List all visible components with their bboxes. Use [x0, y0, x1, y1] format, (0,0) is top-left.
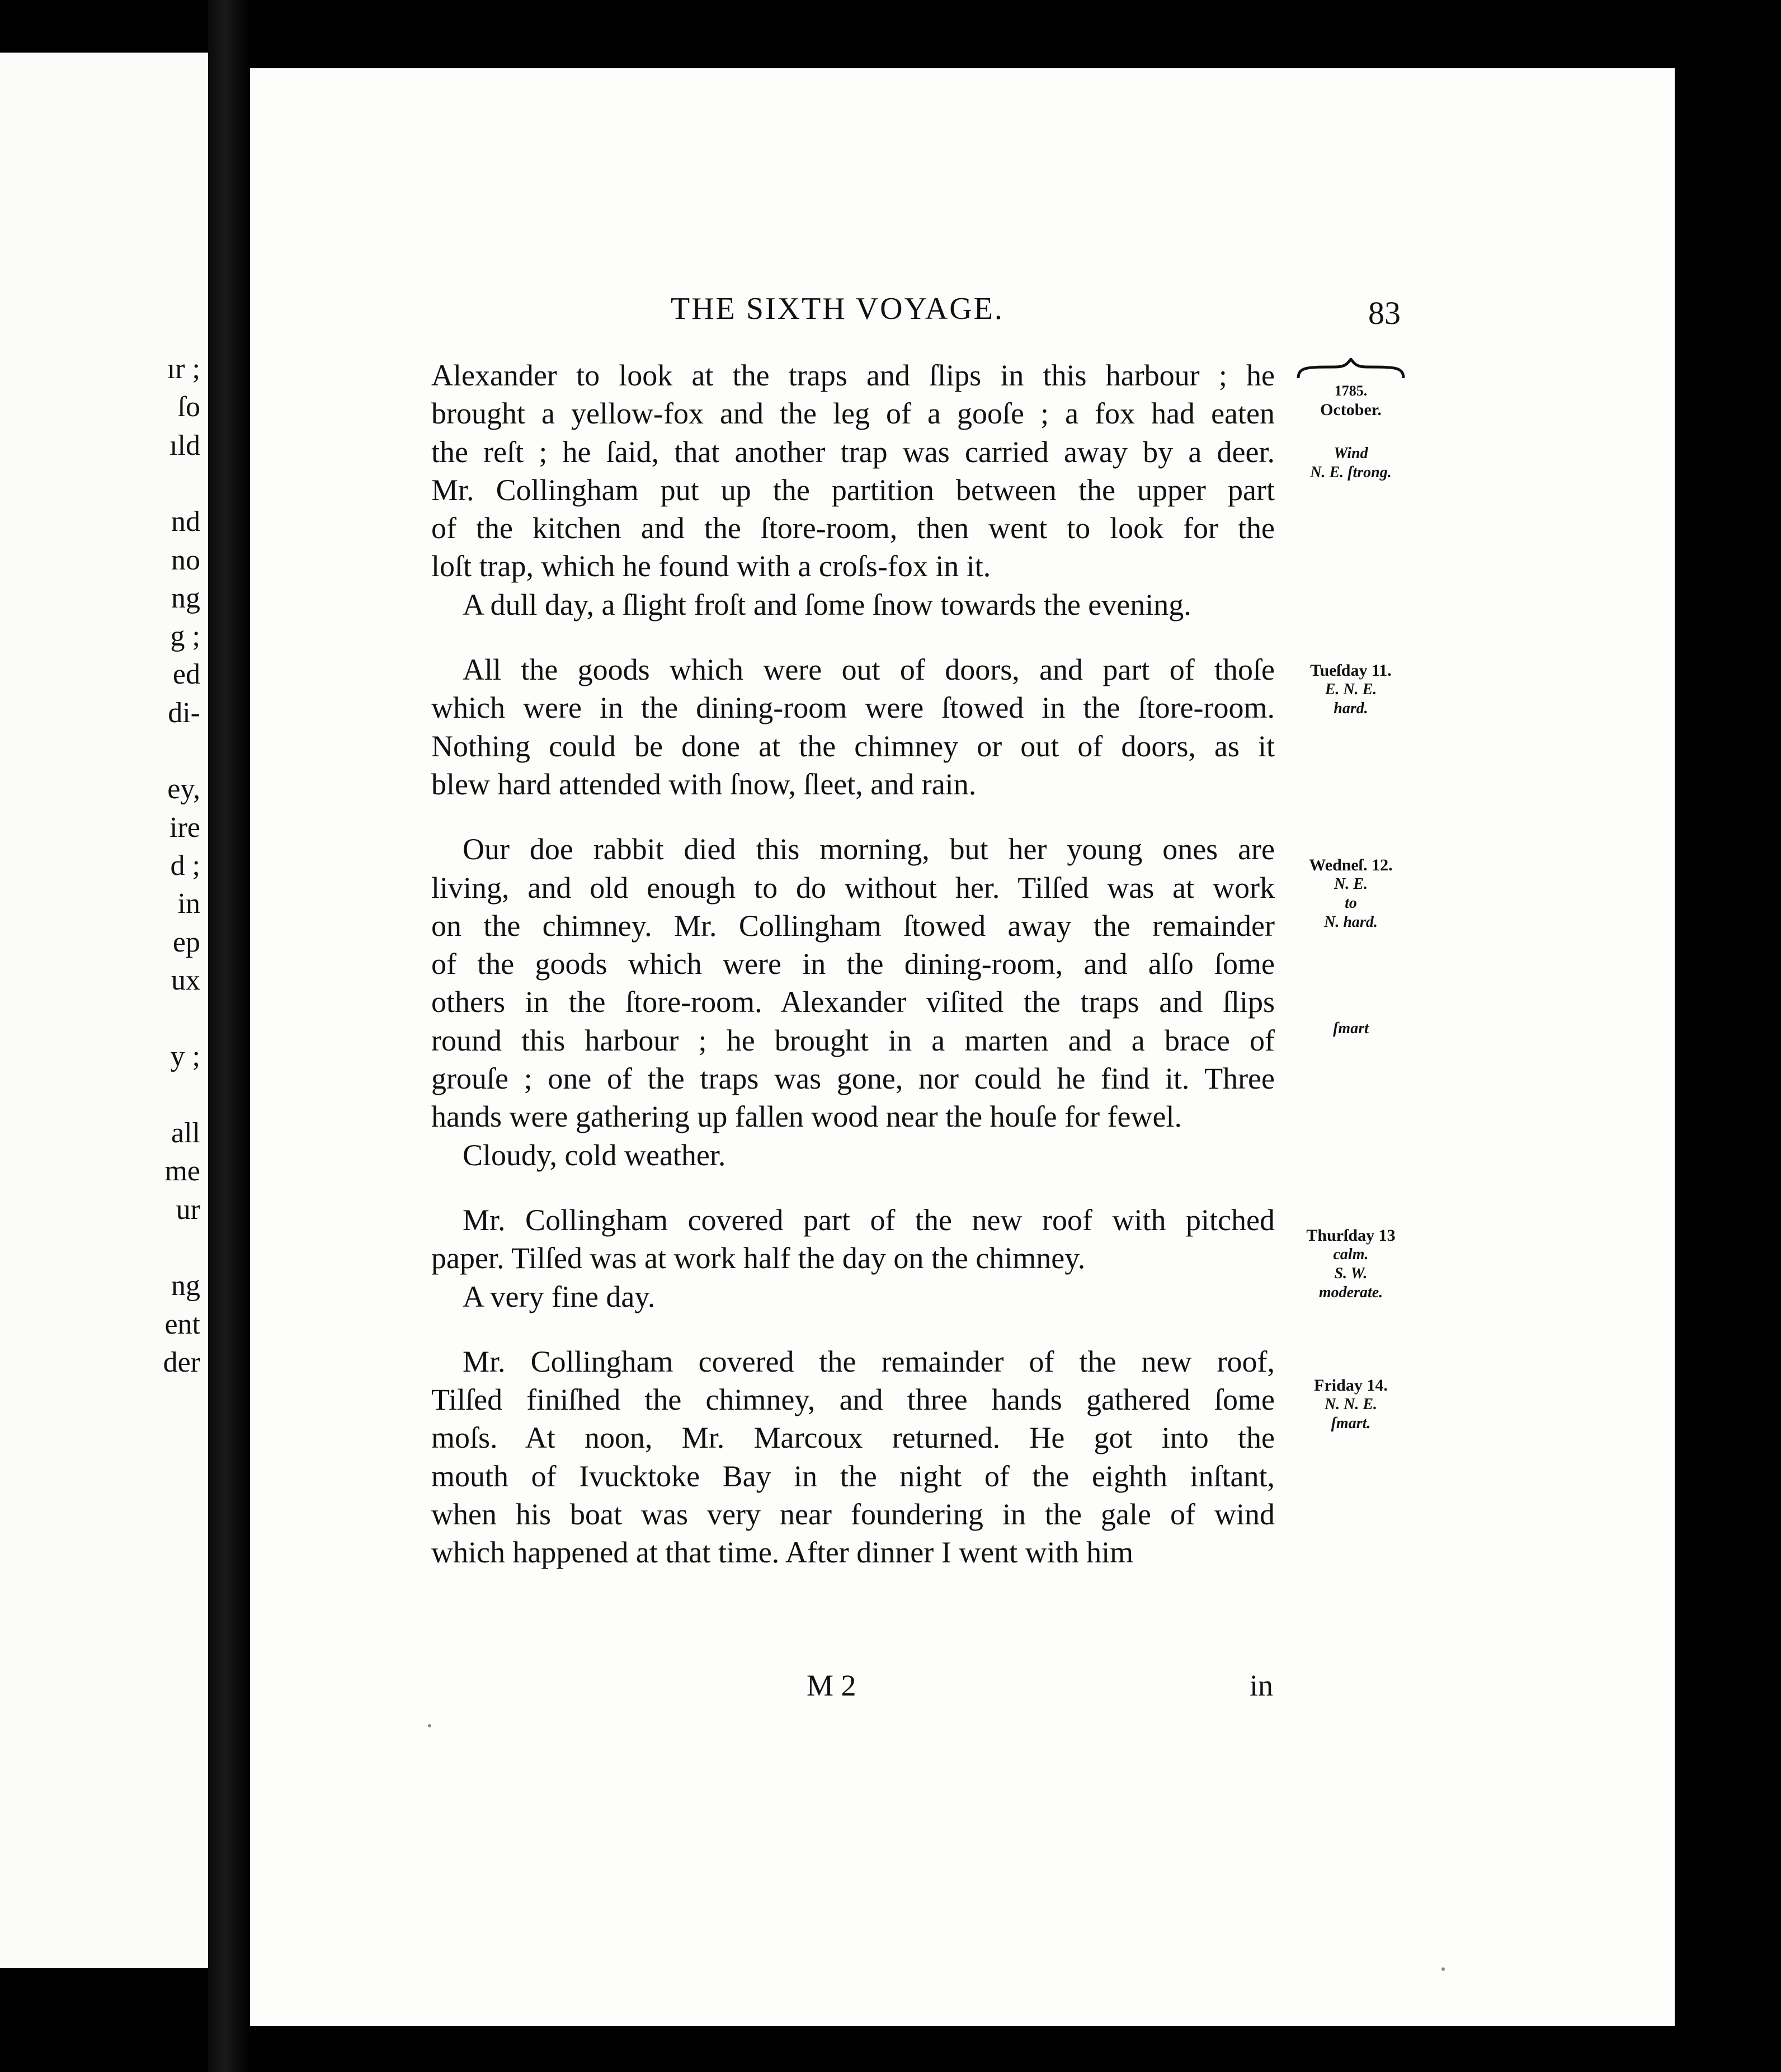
previous-page-line-ending: ey, [167, 773, 200, 806]
paragraph [431, 586, 1275, 624]
paper-speck [1441, 1967, 1445, 1971]
text-line: All the goods which were out of doors, and part of thoſe [463, 653, 1275, 687]
margin-note-date [1284, 382, 1418, 420]
text-line: of the goods which were in the dining-room, and alſo ſome [431, 947, 1275, 981]
margin-note-day-14 [1284, 1376, 1418, 1433]
margin-wind-11a: E. N. E. [1325, 681, 1377, 698]
previous-page-line-ending: ent [164, 1308, 200, 1340]
previous-page-line-ending: no [171, 544, 200, 576]
margin-wind-label: Wind [1334, 445, 1368, 462]
running-head [250, 291, 1675, 336]
text-line: brought a yellow-fox and the leg of a gooſe ; a fox had eaten [431, 397, 1275, 431]
text-line: when his boat was very near foundering in the gale of wind [431, 1498, 1275, 1532]
running-title: THE SIXTH VOYAGE. [671, 291, 1004, 326]
text-line: of the kitchen and the ſtore-room, then went to look for the [431, 511, 1275, 545]
margin-day-12: Wedneſ. 12. [1309, 856, 1393, 874]
text-line: Nothing could be done at the chimney or out of doors, as it [431, 729, 1275, 763]
text-line: mouth of Ivucktoke Bay in the night of the eighth inſtant, [431, 1459, 1275, 1493]
margin-wind-11b: hard. [1334, 700, 1368, 717]
text-line: the reſt ; he ſaid, that another trap was carried away by a deer. [431, 435, 1275, 469]
previous-page-line-ending: in [177, 888, 200, 920]
previous-page-line-ending: g ; [170, 620, 200, 653]
previous-page-line-ending: all [171, 1117, 200, 1149]
paragraph [431, 830, 1275, 1136]
margin-wind-12b: to [1345, 894, 1357, 912]
paper-speck [428, 1724, 431, 1727]
text-line: loſt trap, which he found with a croſs-fox in it. [431, 549, 991, 583]
margin-brace [1296, 358, 1406, 380]
margin-wind-10: N. E. ſtrong. [1310, 464, 1392, 481]
previous-page-line-ending: ır ; [167, 353, 200, 385]
margin-wind-12d: ſmart [1333, 1020, 1369, 1037]
margin-wind-13c: moderate. [1318, 1284, 1383, 1301]
margin-day-11: Tueſday 11. [1310, 661, 1392, 680]
previous-page-line-ending: y ; [170, 1040, 200, 1073]
previous-page-line-ending: d ; [170, 849, 200, 882]
previous-page-line-ending: di- [168, 696, 200, 729]
text-line: Alexander to look at the traps and ſlips in this harbour ; he [431, 359, 1275, 392]
margin-note-day-12 [1284, 856, 1418, 932]
paragraph [431, 1201, 1275, 1278]
text-line: which happened at that time. After dinner I went with him [431, 1536, 1134, 1570]
page-number: 83 [1368, 295, 1401, 331]
text-line: hands were gathering up fallen wood near the houſe for fewel. [431, 1100, 1182, 1134]
text-line: blew hard attended with ſnow, ſleet, and rain. [431, 767, 977, 801]
text-line: others in the ſtore-room. Alexander viſited the traps and ſlips [431, 985, 1275, 1019]
paragraph [431, 356, 1275, 586]
paragraph [431, 1136, 1275, 1174]
previous-page-line-ending: ng [171, 1270, 200, 1302]
paragraph [431, 1343, 1275, 1572]
previous-page-line-ending: ep [172, 926, 200, 958]
text-line: moſs. At noon, Mr. Marcoux returned. He got into the [431, 1421, 1275, 1455]
previous-page-line-ending: ur [176, 1193, 200, 1226]
text-line: living, and old enough to do without her. Tilſed was at work [431, 870, 1275, 905]
paragraph [431, 651, 1275, 803]
margin-day-13: Thurſday 13 [1306, 1226, 1396, 1245]
text-line: which were in the dining-room were ſtowed in the ſtore-room. [431, 691, 1275, 725]
text-line: grouſe ; one of the traps was gone, nor could he find it. Three [431, 1062, 1275, 1096]
previous-page-line-ending: der [163, 1346, 200, 1378]
text-line: A dull day, a ſlight froſt and ſome ſnow towards the evening. [463, 587, 1191, 621]
previous-page-line-ending: ire [169, 811, 200, 844]
previous-page-line-ending: ed [172, 658, 200, 691]
margin-wind-13b: S. W. [1334, 1265, 1368, 1282]
text-line: Cloudy, cold weather. [463, 1138, 726, 1172]
margin-year: 1785. [1334, 383, 1368, 399]
text-line: A very fine day. [463, 1279, 656, 1313]
previous-page-line-ending: ıld [169, 429, 200, 462]
margin-note-day-13 [1284, 1226, 1418, 1302]
previous-page-line-ending: ux [171, 964, 200, 996]
signature-mark: M 2 [807, 1669, 856, 1702]
text-line: on the chimney. Mr. Collingham ſtowed away the remainder [431, 908, 1275, 943]
text-line: round this harbour ; he brought in a marten and a brace of [431, 1023, 1275, 1057]
margin-wind-13a: calm. [1333, 1246, 1369, 1263]
text-line: paper. Tilſed was at work half the day on the chimney. [431, 1241, 1086, 1275]
paragraph [431, 1278, 1275, 1316]
previous-page-line-ending: nd [171, 506, 200, 538]
margin-month: October. [1320, 401, 1382, 419]
catchword: in [1250, 1669, 1274, 1702]
margin-note-day-11 [1284, 661, 1418, 718]
book-page [250, 68, 1675, 2026]
margin-wind-12a: N. E. [1334, 875, 1368, 893]
gutter [208, 0, 250, 2072]
margin-note-smart-12 [1284, 1019, 1418, 1038]
previous-page-line-ending: me [164, 1155, 200, 1188]
text-line: Our doe rabbit died this morning, but her young ones are [463, 832, 1275, 867]
margin-note-wind-10 [1284, 444, 1418, 482]
margin-wind-12c: N. hard. [1324, 913, 1378, 931]
previous-page [0, 53, 208, 1968]
margin-day-14: Friday 14. [1314, 1376, 1388, 1395]
previous-page-line-ending: ng [171, 582, 200, 614]
margin-wind-14a: N. N. E. [1324, 1396, 1378, 1413]
text-line: Tilſed finiſhed the chimney, and three hands gathered ſome [431, 1383, 1275, 1417]
previous-page-line-ending: ſo [177, 391, 200, 423]
text-line: Mr. Collingham covered part of the new roof with pitched [463, 1203, 1275, 1237]
text-line: Mr. Collingham put up the partition between the upper part [431, 473, 1275, 507]
text-line: Mr. Collingham covered the remainder of the new roof, [463, 1344, 1275, 1378]
margin-wind-14b: ſmart. [1331, 1415, 1371, 1432]
body-text [431, 356, 1275, 1572]
